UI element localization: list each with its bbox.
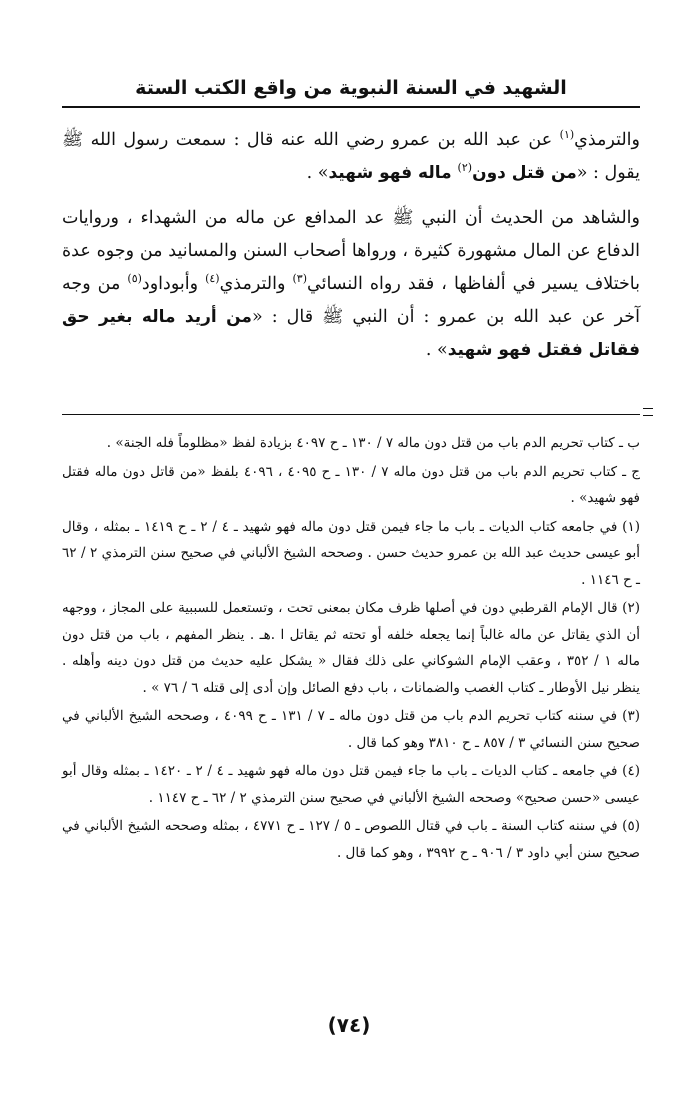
footnote-separator: [62, 414, 640, 415]
footnote-label: ج ـ: [622, 463, 640, 480]
footnote: [62, 514, 640, 594]
footnote: [62, 595, 640, 701]
footnote-label: (٤): [622, 763, 640, 779]
hadith-quote-1b: ماله فهو شهيد: [328, 163, 458, 183]
footnote-label: (١): [622, 518, 640, 535]
p2-text-c: وأبوداود: [141, 274, 206, 294]
p2-text-e: » .: [425, 340, 448, 360]
footnote-ref-2: (٢): [457, 161, 473, 175]
footnote: [62, 813, 640, 866]
footnote-ref-1: (١): [559, 128, 575, 142]
footnote-ref-3: (٣): [292, 272, 307, 286]
paragraph-2: [62, 202, 640, 367]
footnote: [62, 459, 640, 512]
main-text: [62, 124, 640, 367]
paragraph-1: [62, 124, 640, 190]
footnote-text: في جامعه كتاب الديات ـ باب ما جاء فيمن قتل دون ماله فهو شهيد ـ ٤ / ٢ ـ ح ١٤١٩ ـ بمثله ، وقال أبو عيسى حديث عبد الله بن عمرو حديث حسن . وصححه الشيخ الألباني في صحيح سنن الترمذي ٢ / ٦٢ ـ ح ١١٤٦ .: [62, 518, 640, 588]
footnote-label: (٥): [622, 818, 640, 834]
footnote-text: في جامعه ـ كتاب الديات ـ باب ما جاء فيمن قتل دون ماله فهو شهيد ـ ٤ / ٢ ـ ١٤٢٠ ـ بمثله وقال أبو عيسى «حسن صحيح» وصححه الشيخ الألباني في صحيح سنن الترمذي ٢ / ٦٢ ـ ح ١١٤٧ .: [62, 763, 640, 806]
p2-text-d: من وجه آخر عن عبد الله بن عمرو : أن النبي ﷺ قال : «: [62, 274, 640, 327]
footnote-continuation-mark: [643, 408, 653, 416]
p2-text-b: والترمذي: [219, 274, 293, 294]
footnote-text: كتاب تحريم الدم باب من قتل دون ماله ٧ / ١٣٠ ـ ح ٤٠٩٧ بزيادة لفظ «مظلوماً فله الجنة» .: [106, 435, 615, 451]
footnote-text: كتاب تحريم الدم باب من قتل دون ماله ٧ / ١٣٠ ـ ح ٤٠٩٥ ، ٤٠٩٦ بلفظ «من قاتل دون ماله فقتل فهو شهيد» .: [62, 463, 640, 506]
header-rule: [62, 106, 640, 108]
footnote: [62, 758, 640, 811]
page-number: (٧٤): [327, 1013, 371, 1037]
footnotes: [62, 430, 640, 868]
hadith-quote-2: من أريد ماله بغير حق فقاتل فقتل فهو شهيد: [62, 307, 640, 360]
footnote: [62, 703, 640, 756]
footnote-label: (٣): [622, 708, 640, 724]
footnote-ref-4: (٤): [205, 272, 220, 286]
footnote-label: ب ـ: [619, 435, 640, 451]
footnote-text: قال الإمام القرطبي دون في أصلها ظرف مكان بمعنى تحت ، وتستعمل للسببية على المجاز ، ووجهه أن الذي يقاتل عن ماله غالباً إنما يجعله خلفه أو تحته ثم يقاتل ا .هـ . ينظر المفهم ، باب من قتل دون ماله ١ / ٣٥٢ ، وعقب الإمام الشوكاني على ذلك فقال « يشكل عليه حديث من قتل دون دينه وأهله . ينظر نيل الأوطار ـ كتاب الغصب والضمانات ، باب دفع الصائل وإن أدى إلى قتله ٦ / ٧٦ » .: [62, 600, 640, 696]
footnote: [62, 430, 640, 457]
running-header: الشهيد في السنة النبوية من واقع الكتب الستة: [135, 77, 567, 99]
p1-text-a: والترمذي: [574, 130, 640, 150]
footnote-label: (٢): [622, 600, 640, 616]
footnote-text: في سننه كتاب السنة ـ باب في قتال اللصوص ـ ٥ / ١٢٧ ـ ح ٤٧٧١ ، بمثله وصححه الشيخ الألباني في صحيح سنن أبي داود ٣ / ٩٠٦ ـ ح ٣٩٩٢ ، وهو كما قال .: [62, 818, 640, 861]
p2-text-a: والشاهد من الحديث أن النبي ﷺ عد المدافع عن ماله من الشهداء ، وروايات الدفاع عن المال مشهورة كثيرة ، ورواها أصحاب السنن والمسانيد من وجوه عدة باختلاف يسير في ألفاظها ، فقد رواه النسائي: [62, 208, 640, 294]
p1-text-b: عن عبد الله بن عمرو رضي الله عنه قال : سمعت رسول الله ﷺ يقول : «: [62, 130, 640, 183]
hadith-quote-1a: من قتل دون: [472, 163, 577, 183]
footnote-text: في سننه كتاب تحريم الدم باب من قتل دون ماله ـ ٧ / ١٣١ ـ ح ٤٠٩٩ ، وصححه الشيخ الألباني في صحيح سنن النسائي ٣ / ٨٥٧ ـ ح ٣٨١٠ وهو كما قال .: [62, 708, 640, 751]
footnote-ref-5: (٥): [127, 272, 142, 286]
p1-text-c: » .: [306, 163, 329, 183]
